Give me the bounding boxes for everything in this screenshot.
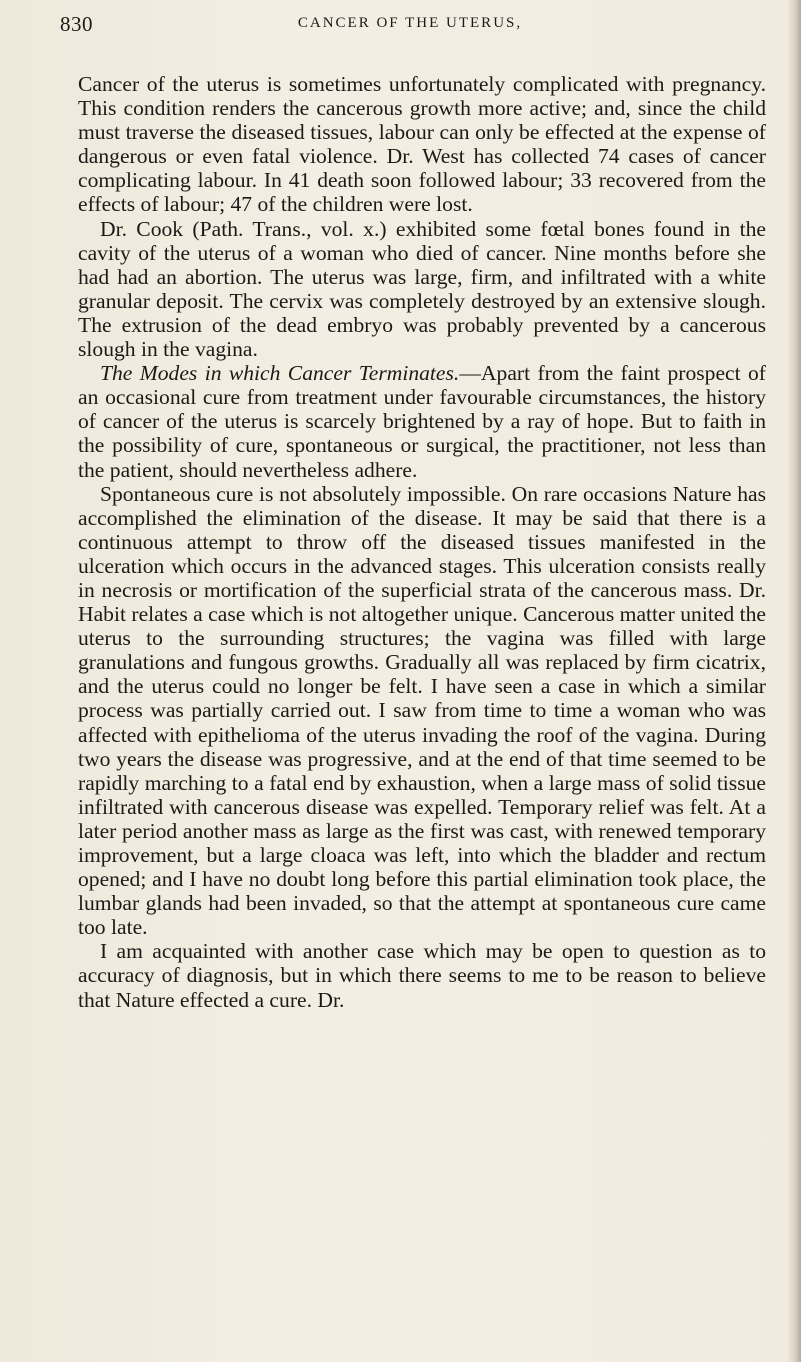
- paragraph-modes-text: —Apart from the faint prospect of an occasional cure from treatment under favourable circumstances, the history of cancer of the uterus is scarcely brightened by a ray of hope. But to faith in the possibility of cure, spontaneous or surgical, the practitioner, not less than the patient, should nevertheless adhere.: [78, 361, 766, 482]
- paragraph-pregnancy: Cancer of the uterus is sometimes unfortunately complicated with pregnancy. This condition renders the cancerous growth more active; and, since the child must traverse the diseased tissues, labour can only be effected at the expense of dangerous or even fatal violence. Dr. West has collected 74 cases of cancer complicating labour. In 41 death soon followed labour; 33 recovered from the effects of labour; 47 of the children were lost.: [78, 72, 766, 217]
- body-text: [78, 72, 766, 1012]
- paragraph-cook-case: Dr. Cook (Path. Trans., vol. x.) exhibited some fœtal bones found in the cavity of the uterus of a woman who died of cancer. Nine months before she had had an abortion. The uterus was large, firm, and infiltrated with a white granular deposit. The cervix was completely destroyed by an extensive slough. The extrusion of the dead embryo was probably prevented by a cancerous slough in the vagina.: [78, 216, 766, 362]
- paragraph-modes: [78, 361, 766, 481]
- running-title: CANCER OF THE UTERUS,: [297, 15, 523, 31]
- running-head: [60, 12, 760, 42]
- page-edge-shadow: [787, 0, 801, 1362]
- page-number: 830: [60, 12, 93, 36]
- paragraph-another-case: I am acquainted with another case which may be open to question as to accuracy of diagnosis, but in which there seems to me to be reason to believe that Nature effected a cure. Dr.: [78, 939, 766, 1012]
- paragraph-spontaneous-cure: Spontaneous cure is not absolutely impossible. On rare occasions Nature has accomplished the elimination of the disease. It may be said that there is a continuous attempt to throw off the diseased tissues manifested in the ulceration which occurs in the advanced stages. This ulceration consists really in necrosis or mortification of the superficial strata of the cancerous mass. Dr. Habit relates a case which is not altogether unique. Cancerous matter united the uterus to the surrounding structures; the vagina was filled with large granulations and fungous growths. Gradually all was replaced by firm cicatrix, and the uterus could no longer be felt. I have seen a case in which a similar process was partially carried out. I saw from time to time a woman who was affected with epithelioma of the uterus invading the roof of the vagina. During two years the disease was progressive, and at the end of that time seemed to be rapidly marching to a fatal end by exhaustion, when a large mass of solid tissue infiltrated with cancerous disease was expelled. Temporary relief was felt. At a later period another mass as large as the first was cast, with renewed temporary improvement, but a large cloaca was left, into which the bladder and rectum opened; and I have no doubt long before this partial elimination took place, the lumbar glands had been invaded, so that the attempt at spontaneous cure came too late.: [78, 481, 766, 940]
- section-heading: The Modes in which Cancer Terminates.: [100, 361, 460, 386]
